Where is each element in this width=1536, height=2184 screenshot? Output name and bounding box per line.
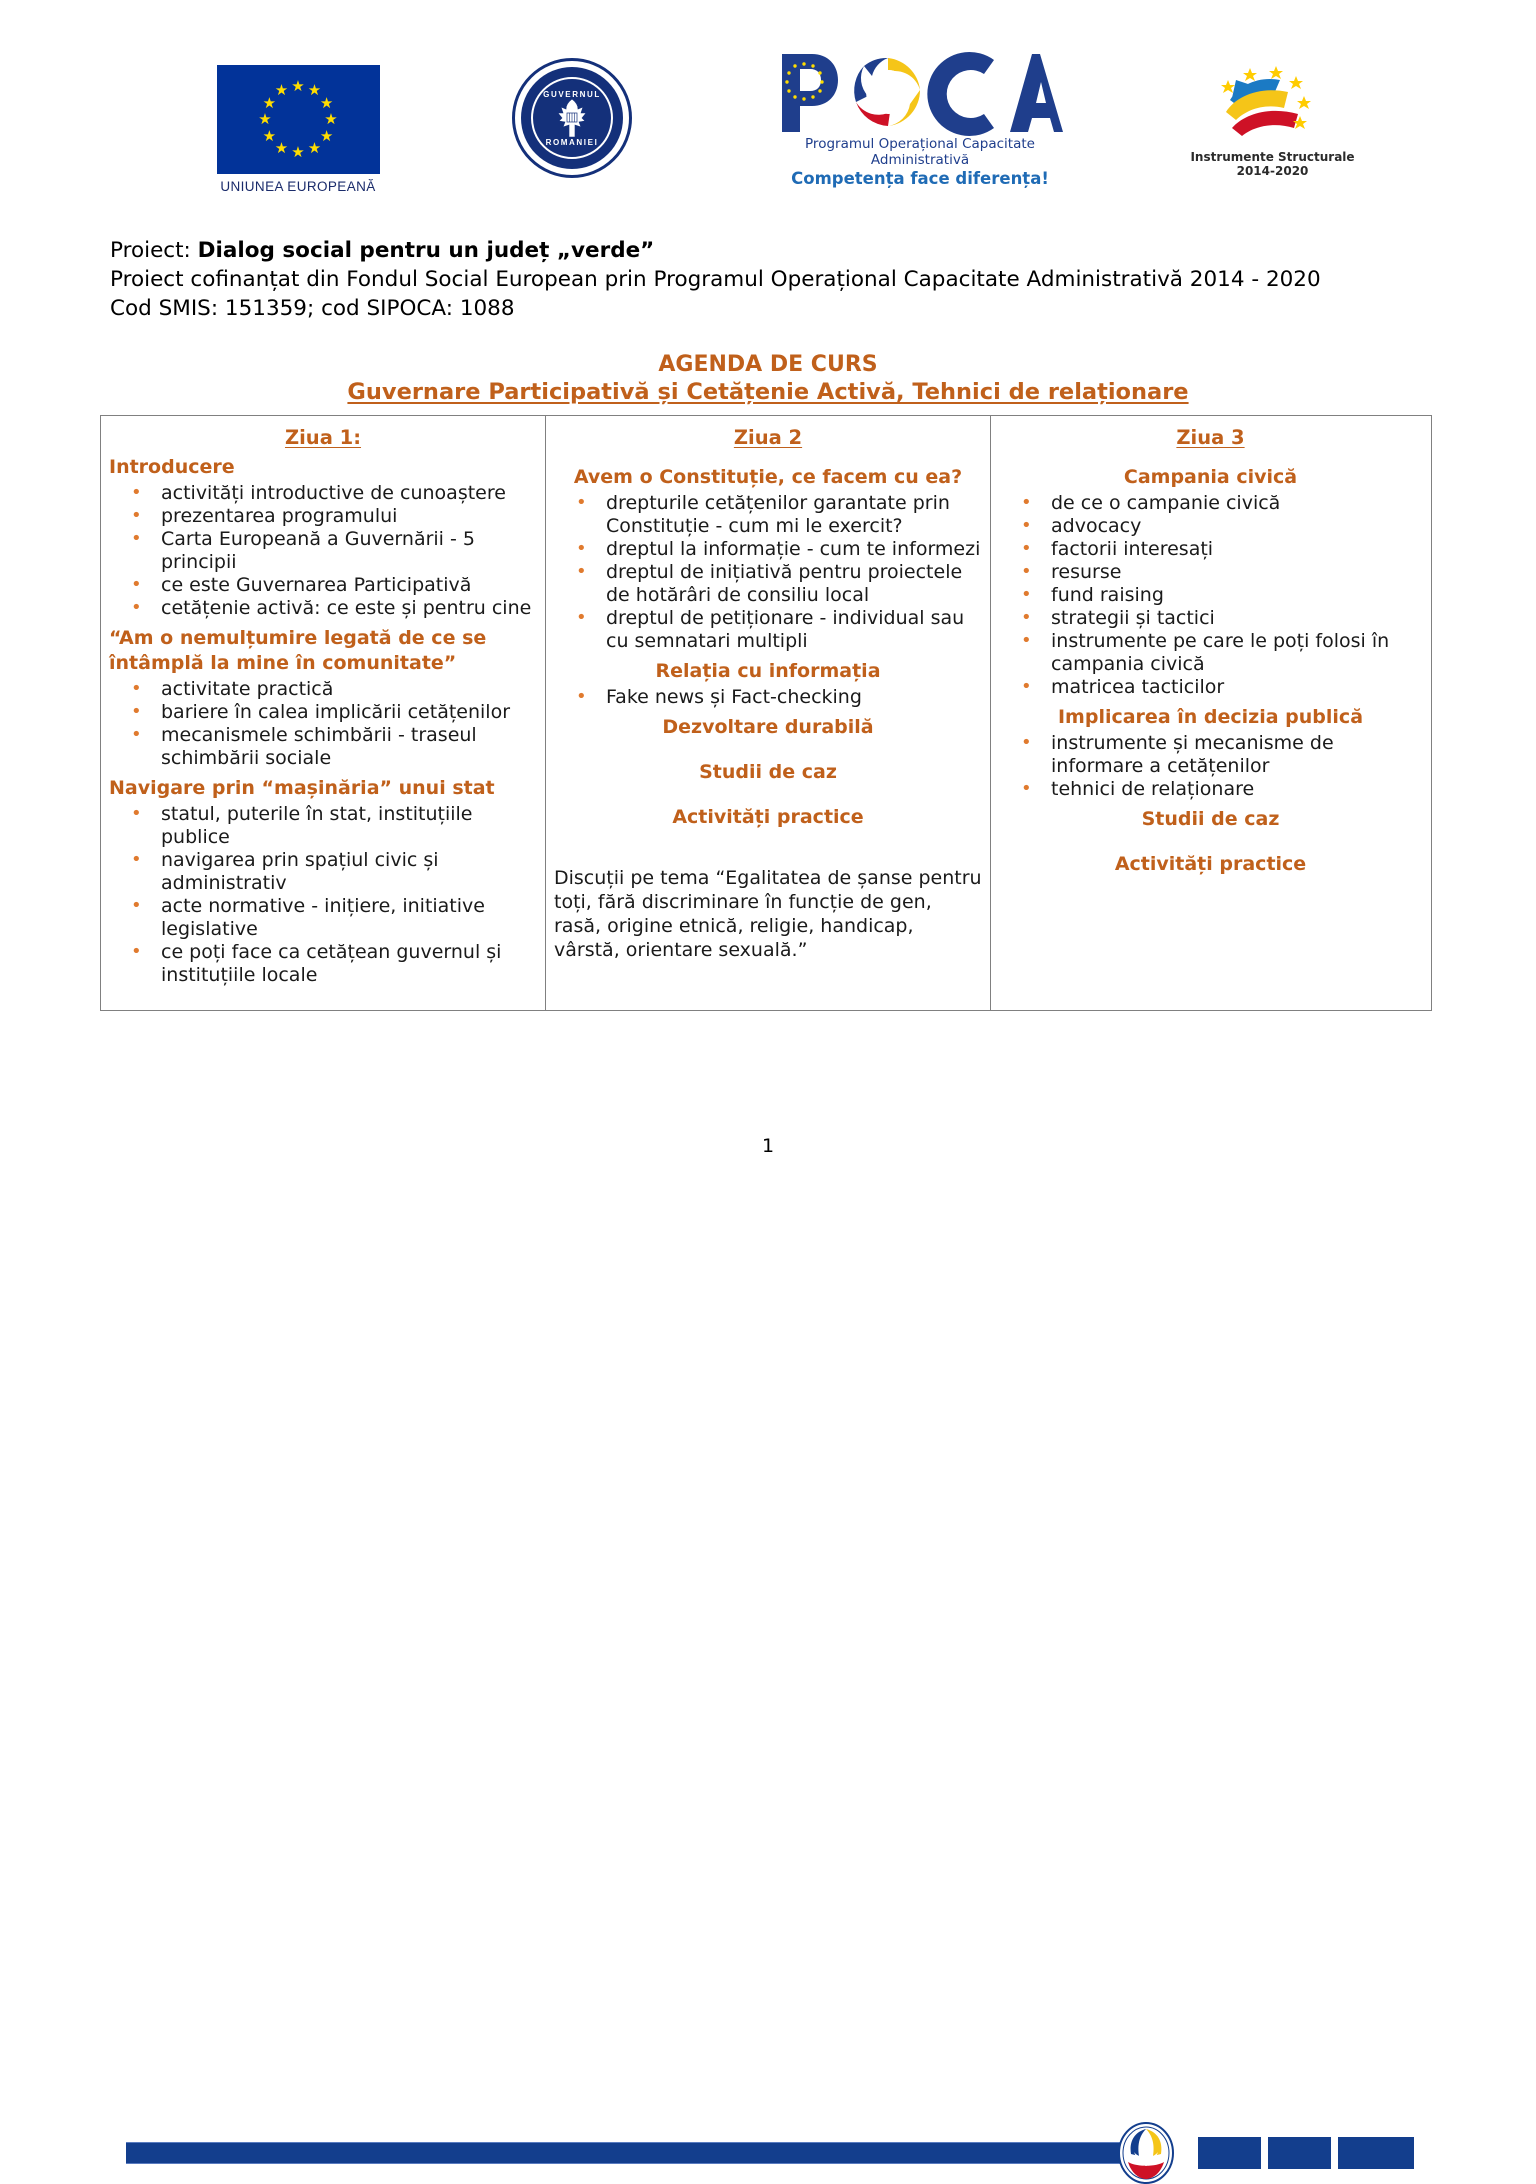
eu-star: ★ xyxy=(274,81,289,100)
project-line-3: Cod SMIS: 151359; cod SIPOCA: 1088 xyxy=(110,296,515,321)
list-item: • navigarea prin spațiul civic și administrativ xyxy=(161,849,537,895)
section-heading: Introducere xyxy=(109,456,235,478)
spacer xyxy=(999,877,1422,897)
spacer xyxy=(554,740,982,760)
section-bullet-list xyxy=(109,678,537,770)
section-bullet-list xyxy=(999,732,1422,801)
list-item: • Carta Europeană a Guvernării - 5 principii xyxy=(161,528,537,574)
section-heading: Activități practice xyxy=(1114,853,1307,875)
section-heading: Activități practice xyxy=(672,806,864,828)
footer-bar-segment-1 xyxy=(1197,2136,1262,2170)
footer-bar-main xyxy=(126,2142,1126,2164)
list-item: • strategii și tactici xyxy=(1051,607,1422,630)
eu-star: ★ xyxy=(291,77,305,95)
agenda-subtitle-text: Guvernare Participativă și Cetățenie Activă, Tehnici de relaționare xyxy=(347,379,1189,405)
agenda-table xyxy=(100,415,1432,1011)
list-item: • advocacy xyxy=(1051,515,1422,538)
list-item: • statul, puterile în stat, instituțiile publice xyxy=(161,803,537,849)
day-heading xyxy=(999,426,1422,449)
project-label: Proiect: xyxy=(110,238,198,263)
agenda-subtitle xyxy=(0,379,1536,405)
eu-star: ★ xyxy=(258,110,272,128)
eu-star: ★ xyxy=(307,138,322,157)
spacer xyxy=(999,832,1422,852)
list-item: • activități introductive de cunoaștere xyxy=(161,482,537,505)
list-item: • acte normative - inițiere, initiative legislative xyxy=(161,895,537,941)
eu-flag-graphic xyxy=(217,65,380,174)
day-heading xyxy=(109,426,537,449)
agenda-column-day3 xyxy=(991,416,1430,1010)
section-heading: Implicarea în decizia publică xyxy=(1057,706,1364,728)
list-item: • fund raising xyxy=(1051,584,1422,607)
list-item: • drepturile cetățenilor garantate prin Constituție - cum mi le exercit? xyxy=(606,492,982,538)
section-heading: Studii de caz xyxy=(699,761,837,783)
agenda-column-day1 xyxy=(101,416,546,1010)
day-heading-text: Ziua 3 xyxy=(1176,426,1245,449)
day-heading-text: Ziua 1: xyxy=(284,426,362,449)
poca-logo xyxy=(770,48,1070,188)
day-heading xyxy=(554,426,982,449)
eu-flag-caption: UNIUNEA EUROPEANĂ xyxy=(220,179,376,194)
eu-star: ★ xyxy=(319,126,334,145)
section-bullet-list xyxy=(109,803,537,987)
eu-star: ★ xyxy=(324,110,338,128)
list-item: • cetățenie activă: ce este și pentru cine xyxy=(161,597,537,620)
section-heading: Campania civică xyxy=(1123,466,1298,488)
footer-bar-segment-3 xyxy=(1337,2136,1415,2170)
footer-decorative-bar xyxy=(0,1060,1536,1140)
section-bullet-list xyxy=(999,492,1422,699)
list-item: • ce poți face ca cetățean guvernul și instituțiile locale xyxy=(161,941,537,987)
list-item: • dreptul la informație - cum te informezi xyxy=(606,538,982,561)
seal-text-bottom: ROMANIEI xyxy=(545,138,599,147)
eu-flag-logo xyxy=(213,65,383,194)
header-logo-row xyxy=(0,40,1536,205)
agenda-title: AGENDA DE CURS xyxy=(658,352,878,377)
section-heading: Relația cu informația xyxy=(655,660,881,682)
list-item: • de ce o campanie civică xyxy=(1051,492,1422,515)
structural-instruments-caption-1: Instrumente Structurale xyxy=(1190,150,1355,164)
eu-star: ★ xyxy=(262,126,277,145)
eu-star: ★ xyxy=(319,93,334,112)
list-item: • prezentarea programului xyxy=(161,505,537,528)
spacer xyxy=(554,785,982,805)
spacer xyxy=(554,455,982,465)
section-paragraph: Discuții pe tema “Egalitatea de șanse pentru toți, fără discriminare în funcție de gen, rasă, origine etnică, religie, handicap, vârstă, orientare sexuală.” xyxy=(554,867,982,961)
structural-instruments-graphic xyxy=(1188,60,1358,150)
footer-bar-segment-2 xyxy=(1267,2136,1332,2170)
project-info-block xyxy=(110,236,1410,323)
day-heading-text: Ziua 2 xyxy=(733,426,803,449)
seal-text-top: GUVERNUL xyxy=(543,90,601,99)
poca-emblem-icon xyxy=(778,48,1063,140)
poca-slogan: Competența face diferența! xyxy=(791,169,1049,188)
poca-subtitle: Programul Operațional Capacitate Administrativă xyxy=(805,136,1035,168)
romanian-government-seal xyxy=(512,58,637,183)
eu-star: ★ xyxy=(274,138,289,157)
list-item: • dreptul de inițiativă pentru proiectele de hotărâri de consiliu local xyxy=(606,561,982,607)
section-heading: Avem o Constituție, ce facem cu ea? xyxy=(573,466,963,488)
list-item: • ce este Guvernarea Participativă xyxy=(161,574,537,597)
list-item: • factorii interesați xyxy=(1051,538,1422,561)
footer-medallion-icon xyxy=(1104,2122,1188,2184)
page-number: 1 xyxy=(761,1135,775,1157)
eu-star: ★ xyxy=(262,93,277,112)
list-item: • matricea tacticilor xyxy=(1051,676,1422,699)
seal-outer-ring xyxy=(512,58,632,178)
eu-star: ★ xyxy=(307,81,322,100)
project-line-1 xyxy=(110,236,1410,265)
structural-instruments-logo xyxy=(1185,60,1360,178)
section-bullet-list xyxy=(109,482,537,620)
eu-star: ★ xyxy=(291,143,305,161)
list-item: • bariere în calea implicării cetățenilor xyxy=(161,701,537,724)
spacer xyxy=(999,455,1422,465)
list-item: • activitate practică xyxy=(161,678,537,701)
project-line-2: Proiect cofinanțat din Fondul Social European prin Programul Operațional Capacitate Administrativă 2014 - 2020 xyxy=(110,267,1321,292)
section-bullet-list xyxy=(554,686,982,709)
section-heading: “Am o nemulțumire legată de ce se întâmplă la mine în comunitate” xyxy=(109,627,487,674)
list-item: • instrumente și mecanisme de informare a cetățenilor xyxy=(1051,732,1422,778)
section-heading: Studii de caz xyxy=(1141,808,1280,830)
section-heading: Navigare prin “mașinăria” unui stat xyxy=(109,777,495,799)
spacer xyxy=(554,830,982,850)
list-item: • tehnici de relaționare xyxy=(1051,778,1422,801)
list-item: • resurse xyxy=(1051,561,1422,584)
section-bullet-list xyxy=(554,492,982,653)
structural-instruments-caption-2: 2014-2020 xyxy=(1236,164,1309,178)
eagle-icon xyxy=(552,96,592,140)
poca-wordmark xyxy=(778,48,1063,140)
project-name: Dialog social pentru un județ „verde” xyxy=(197,238,655,263)
section-heading: Dezvoltare durabilă xyxy=(662,716,874,738)
seal-inner-disc xyxy=(531,77,613,159)
list-item: • instrumente pe care le poți folosi în campania civică xyxy=(1051,630,1422,676)
tricolor-swoosh-icon xyxy=(1188,60,1358,150)
list-item: • Fake news și Fact-checking xyxy=(606,686,982,709)
list-item: • mecanismele schimbării - traseul schimbării sociale xyxy=(161,724,537,770)
agenda-column-day2 xyxy=(546,416,991,1010)
list-item: • dreptul de petiționare - individual sau cu semnatari multipli xyxy=(606,607,982,653)
